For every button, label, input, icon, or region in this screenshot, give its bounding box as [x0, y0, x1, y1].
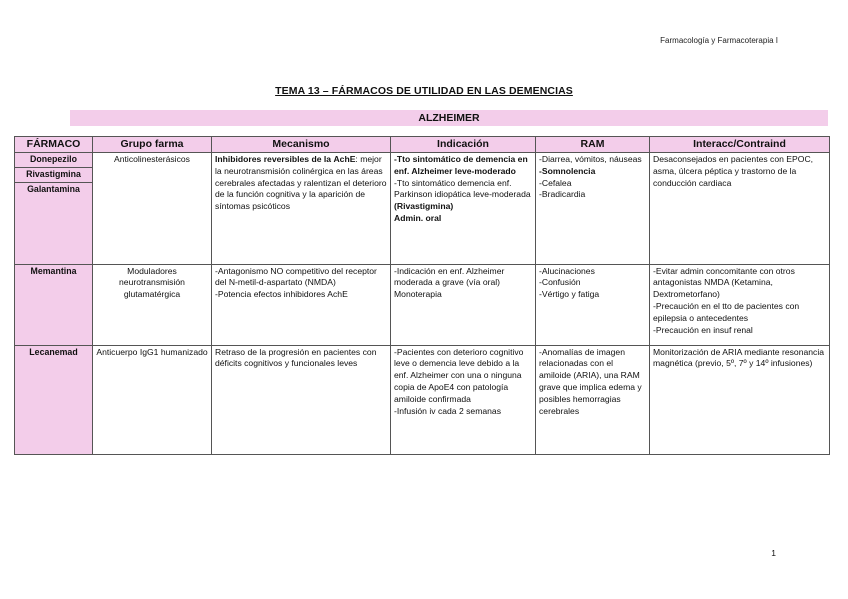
interactions-cell-memantine	[650, 264, 830, 345]
mechanism-line-2: -Potencia efectos inhibidores AchE	[215, 289, 348, 300]
interactions-line-3: -Precaución en insuf renal	[653, 324, 753, 335]
drug-table	[14, 136, 830, 455]
ram-line-1: -Alucinaciones	[539, 265, 595, 276]
ram-line-2: -Cefalea	[539, 177, 572, 188]
interactions-cell-anticholinesterase: Desaconsejados en pacientes con EPOC, asma, úlcera péptica y trastorno de la conducción cardiaca	[650, 153, 830, 265]
table-row	[15, 264, 830, 345]
group-cell-memantine: Moduladores neurotransmisión glutamatérgica	[93, 264, 212, 345]
ram-cell-memantine	[536, 264, 650, 345]
table-row	[15, 153, 830, 168]
mechanism-cell-lecanemab: Retraso de la progresión en pacientes con déficits cognitivos y funcionales leves	[212, 345, 391, 454]
column-header-ram: RAM	[536, 137, 650, 153]
indication-line-2: -Infusión iv cada 2 semanas	[394, 405, 502, 416]
table-header-row	[15, 137, 830, 153]
indication-line-1: -Indicación en enf. Alzheimer moderada a grave (vía oral)	[394, 265, 505, 288]
column-header-mechanism: Mecanismo	[212, 137, 391, 153]
course-header: Farmacología y Farmacoterapia I	[660, 36, 778, 45]
drug-cell-lecanemad: Lecanemad	[15, 345, 93, 454]
interactions-line-2: -Precaución en el tto de pacientes con epilepsia o antecedentes	[653, 300, 800, 323]
ram-cell-anticholinesterase	[536, 153, 650, 265]
ram-line-1: -Diarrea, vómitos, náuseas	[539, 154, 642, 164]
interactions-line-1: -Evitar admin concomitante con otros antagonistas NMDA (Ketamina, Dextrometorfano)	[653, 265, 795, 300]
table-row	[15, 345, 830, 454]
interactions-cell-lecanemab: Monitorización de ARIA mediante resonancia magnética (previo, 5º, 7º y 14º infusiones)	[650, 345, 830, 454]
indication-bold-1: -Tto sintomático de demencia en enf. Alzheimer leve-moderado	[394, 154, 528, 176]
mechanism-bold-2: AchE	[333, 154, 356, 164]
column-header-group: Grupo farma	[93, 137, 212, 153]
column-header-interactions: Interacc/Contraind	[650, 137, 830, 153]
drug-cell-donepezilo: Donepezilo	[15, 153, 93, 168]
drug-cell-rivastigmina: Rivastigmina	[15, 167, 93, 182]
indication-cell-anticholinesterase	[391, 153, 536, 265]
section-banner: ALZHEIMER	[70, 110, 828, 126]
indication-cell-memantine	[391, 264, 536, 345]
mechanism-cell-memantine	[212, 264, 391, 345]
indication-text-1: -Tto sintomático demencia enf. Parkinson idiopática leve-moderada	[394, 177, 531, 200]
indication-line-1: -Pacientes con deterioro cognitivo leve o demencia leve debido a la enf. Alzheimer con una o ninguna copia de ApoE4 con patología amiloide confirmada	[394, 346, 524, 404]
ram-line-2: -Confusión	[539, 277, 581, 288]
ram-bold: -Somnolencia	[539, 165, 596, 176]
indication-bold-2: (Rivastigmina)	[394, 201, 454, 212]
indication-cell-lecanemab	[391, 345, 536, 454]
indication-bold-3: Admin. oral	[394, 212, 442, 223]
ram-line-3: -Bradicardia	[539, 189, 586, 200]
drug-cell-memantina: Memantina	[15, 264, 93, 345]
page-title: TEMA 13 – FÁRMACOS DE UTILIDAD EN LAS DEMENCIAS	[275, 85, 573, 97]
column-header-indication: Indicación	[391, 137, 536, 153]
drug-cell-galantamina: Galantamina	[15, 182, 93, 264]
mechanism-bold-1: Inhibidores reversibles de la	[215, 154, 332, 164]
indication-line-2: Monoterapia	[394, 289, 442, 300]
group-cell-lecanemab: Anticuerpo IgG1 humanizado	[93, 345, 212, 454]
ram-line-3: -Vértigo y fatiga	[539, 289, 600, 300]
mechanism-line-1: -Antagonismo NO competitivo del receptor del N-metil-d-aspartato (NMDA)	[215, 265, 377, 288]
column-header-drug: FÁRMACO	[15, 137, 93, 153]
mechanism-text: : mejor la neurotransmisión colinérgica en las áreas cerebrales afectadas y ralentizan el deterioro de la función cognitiva y la aparición de síntomas psicóticos	[215, 154, 387, 212]
mechanism-cell-anticholinesterase	[212, 153, 391, 265]
group-cell-anticholinesterase: Anticolinesterásicos	[93, 153, 212, 265]
ram-cell-lecanemab: -Anomalías de imagen relacionadas con el amiloide (ARIA), una RAM grave que implica edema y posibles hemorragias cerebrales	[536, 345, 650, 454]
page-number: 1	[771, 548, 776, 558]
